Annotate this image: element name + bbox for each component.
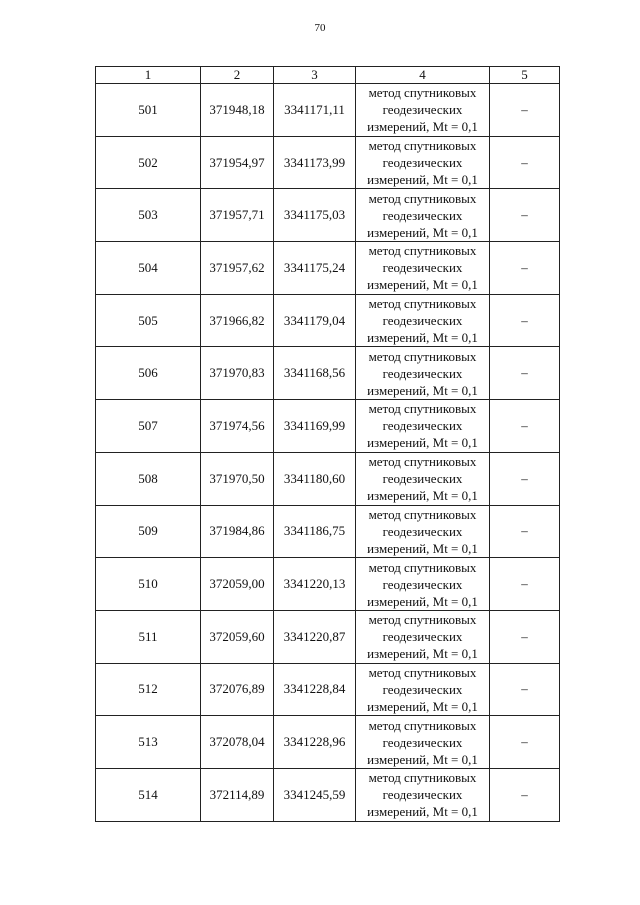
method-cell [356, 663, 490, 716]
header-row [96, 67, 560, 84]
method-line: измерений, Mt = 0,1 [367, 540, 478, 556]
note-cell: – [490, 663, 560, 716]
note-cell: – [490, 558, 560, 611]
coordinate-y-cell: 3341168,56 [274, 347, 356, 400]
method-line: метод спутниковых [368, 401, 477, 417]
method-line: метод спутниковых [368, 296, 477, 312]
coordinate-x-cell: 371957,71 [201, 189, 274, 242]
note-cell: – [490, 452, 560, 505]
point-number-cell: 501 [96, 84, 201, 137]
coordinate-y-cell: 3341220,13 [274, 558, 356, 611]
table-row [96, 610, 560, 663]
method-cell [356, 136, 490, 189]
point-number-cell: 503 [96, 189, 201, 242]
method-line: метод спутниковых [368, 559, 477, 575]
coordinate-y-cell: 3341173,99 [274, 136, 356, 189]
method-cell [356, 84, 490, 137]
coordinate-y-cell: 3341228,84 [274, 663, 356, 716]
coordinate-y-cell: 3341175,24 [274, 242, 356, 295]
coordinate-x-cell: 372059,00 [201, 558, 274, 611]
point-number-cell: 506 [96, 347, 201, 400]
header-col-3: 3 [274, 67, 356, 84]
method-line: геодезических [382, 681, 463, 697]
method-cell [356, 452, 490, 505]
table-row [96, 716, 560, 769]
coordinate-y-cell: 3341171,11 [274, 84, 356, 137]
note-cell: – [490, 716, 560, 769]
table-row [96, 505, 560, 558]
coordinate-y-cell: 3341180,60 [274, 452, 356, 505]
coordinates-table [95, 66, 560, 822]
table-row [96, 136, 560, 189]
coordinate-x-cell: 371984,86 [201, 505, 274, 558]
method-line: измерений, Mt = 0,1 [367, 751, 478, 767]
method-line: метод спутниковых [368, 717, 477, 733]
method-line: метод спутниковых [368, 348, 477, 364]
point-number-cell: 508 [96, 452, 201, 505]
method-line: метод спутниковых [368, 138, 477, 154]
coordinate-y-cell: 3341175,03 [274, 189, 356, 242]
method-line: измерений, Mt = 0,1 [367, 435, 478, 451]
method-line: измерений, Mt = 0,1 [367, 119, 478, 135]
table-row [96, 558, 560, 611]
method-line: измерений, Mt = 0,1 [367, 488, 478, 504]
table-body [96, 84, 560, 822]
note-cell: – [490, 189, 560, 242]
point-number-cell: 512 [96, 663, 201, 716]
point-number-cell: 513 [96, 716, 201, 769]
coordinate-x-cell: 372078,04 [201, 716, 274, 769]
note-cell: – [490, 242, 560, 295]
table-row [96, 452, 560, 505]
coordinate-x-cell: 372076,89 [201, 663, 274, 716]
note-cell: – [490, 768, 560, 821]
table-row [96, 294, 560, 347]
method-line: метод спутниковых [368, 664, 477, 680]
note-cell: – [490, 610, 560, 663]
method-line: геодезических [382, 787, 463, 803]
method-cell [356, 505, 490, 558]
method-cell [356, 768, 490, 821]
note-cell: – [490, 84, 560, 137]
method-line: геодезических [382, 523, 463, 539]
method-line: геодезических [382, 365, 463, 381]
method-line: измерений, Mt = 0,1 [367, 277, 478, 293]
method-line: геодезических [382, 207, 463, 223]
coordinate-y-cell: 3341245,59 [274, 768, 356, 821]
point-number-cell: 504 [96, 242, 201, 295]
point-number-cell: 507 [96, 400, 201, 453]
point-number-cell: 505 [96, 294, 201, 347]
method-cell [356, 242, 490, 295]
coordinate-y-cell: 3341220,87 [274, 610, 356, 663]
method-line: геодезических [382, 576, 463, 592]
table-row [96, 663, 560, 716]
method-line: метод спутниковых [368, 454, 477, 470]
note-cell: – [490, 400, 560, 453]
note-cell: – [490, 347, 560, 400]
header-col-4: 4 [356, 67, 490, 84]
coordinate-x-cell: 371970,83 [201, 347, 274, 400]
method-cell [356, 294, 490, 347]
method-cell [356, 400, 490, 453]
method-cell [356, 716, 490, 769]
point-number-cell: 510 [96, 558, 201, 611]
coordinate-y-cell: 3341169,99 [274, 400, 356, 453]
coordinate-x-cell: 371957,62 [201, 242, 274, 295]
note-cell: – [490, 136, 560, 189]
method-cell [356, 189, 490, 242]
method-line: измерений, Mt = 0,1 [367, 172, 478, 188]
method-line: измерений, Mt = 0,1 [367, 382, 478, 398]
point-number-cell: 509 [96, 505, 201, 558]
table-row [96, 189, 560, 242]
coordinate-x-cell: 371966,82 [201, 294, 274, 347]
note-cell: – [490, 294, 560, 347]
method-line: измерений, Mt = 0,1 [367, 224, 478, 240]
method-line: измерений, Mt = 0,1 [367, 646, 478, 662]
method-line: метод спутниковых [368, 506, 477, 522]
header-col-5: 5 [490, 67, 560, 84]
coordinate-x-cell: 371974,56 [201, 400, 274, 453]
coordinate-x-cell: 372059,60 [201, 610, 274, 663]
coordinate-y-cell: 3341179,04 [274, 294, 356, 347]
method-line: геодезических [382, 629, 463, 645]
method-line: геодезических [382, 260, 463, 276]
coordinate-x-cell: 372114,89 [201, 768, 274, 821]
header-col-2: 2 [201, 67, 274, 84]
coordinate-x-cell: 371954,97 [201, 136, 274, 189]
table-row [96, 242, 560, 295]
note-cell: – [490, 505, 560, 558]
method-line: метод спутниковых [368, 85, 477, 101]
method-line: метод спутниковых [368, 243, 477, 259]
method-line: измерений, Mt = 0,1 [367, 593, 478, 609]
method-line: геодезических [382, 418, 463, 434]
table-header [96, 67, 560, 84]
table-row [96, 400, 560, 453]
coordinate-x-cell: 371970,50 [201, 452, 274, 505]
method-line: метод спутниковых [368, 770, 477, 786]
point-number-cell: 511 [96, 610, 201, 663]
method-line: геодезических [382, 102, 463, 118]
method-line: геодезических [382, 734, 463, 750]
table-row [96, 347, 560, 400]
method-cell [356, 558, 490, 611]
coordinate-y-cell: 3341186,75 [274, 505, 356, 558]
method-line: геодезических [382, 155, 463, 171]
method-line: измерений, Mt = 0,1 [367, 698, 478, 714]
method-cell [356, 610, 490, 663]
table-row [96, 768, 560, 821]
method-line: геодезических [382, 313, 463, 329]
table-row [96, 84, 560, 137]
method-line: измерений, Mt = 0,1 [367, 804, 478, 820]
point-number-cell: 514 [96, 768, 201, 821]
method-line: метод спутниковых [368, 612, 477, 628]
method-line: измерений, Mt = 0,1 [367, 330, 478, 346]
method-line: геодезических [382, 471, 463, 487]
point-number-cell: 502 [96, 136, 201, 189]
coordinate-y-cell: 3341228,96 [274, 716, 356, 769]
header-col-1: 1 [96, 67, 201, 84]
method-line: метод спутниковых [368, 190, 477, 206]
coordinate-x-cell: 371948,18 [201, 84, 274, 137]
method-cell [356, 347, 490, 400]
page-number: 70 [314, 22, 326, 34]
